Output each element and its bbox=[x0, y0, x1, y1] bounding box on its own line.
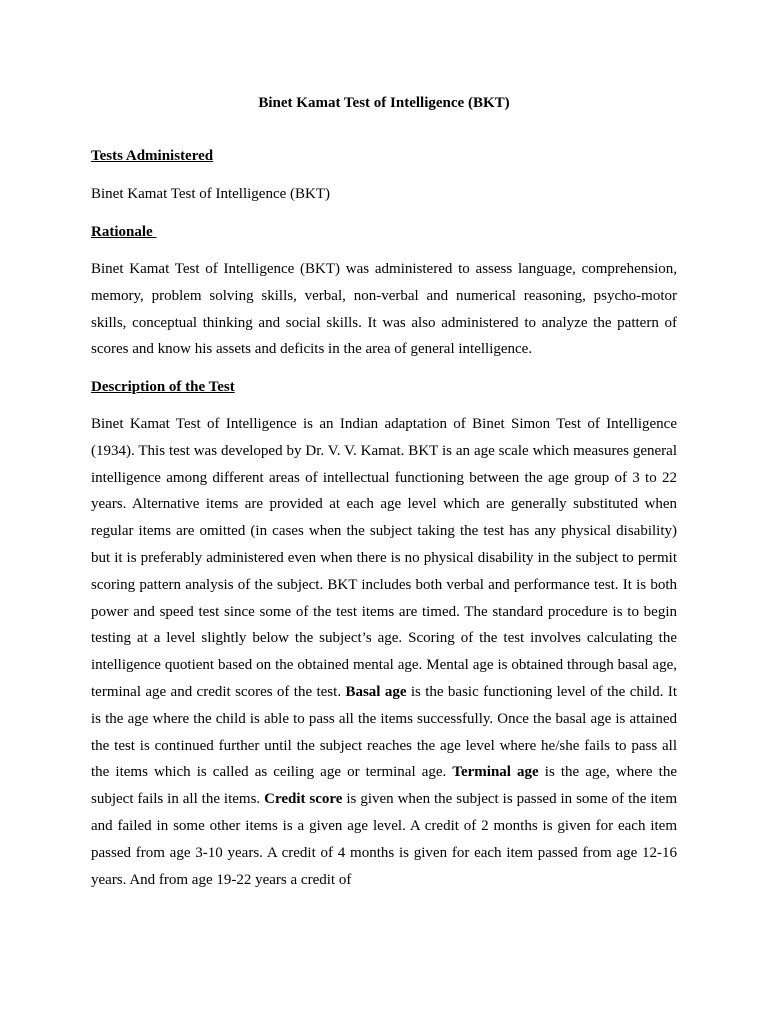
heading-tests-administered: Tests Administered bbox=[91, 148, 214, 164]
document-title: Binet Kamat Test of Intelligence (BKT) bbox=[258, 95, 510, 111]
term-credit-score: Credit score bbox=[264, 791, 343, 808]
term-basal-age: Basal age bbox=[345, 683, 407, 700]
description-text-4: is given when the subject is passed in some of the item and failed in some other items is a given age level. A credit of 2 months is given for each item passed from age 3-10 years. A credit of 4 months is given for each item passed from age 12-16 years. And from age 19-22 years a credit of bbox=[91, 791, 678, 888]
description-text-3: is the age, where the subject fails in all the items. bbox=[91, 764, 677, 808]
rationale-paragraph: Binet Kamat Test of Intelligence (BKT) was administered to assess language, comprehension, memory, problem solving skills, verbal, non-verbal and numerical reasoning, psycho-motor skills, conceptual thinking and social skills. It was also administered to analyze the pattern of scores and know his assets and deficits in the area of general intelligence. bbox=[91, 261, 677, 358]
description-paragraph bbox=[91, 411, 677, 893]
heading-description: Description of the Test bbox=[91, 379, 235, 395]
term-terminal-age: Terminal age bbox=[452, 764, 539, 781]
tests-administered-text: Binet Kamat Test of Intelligence (BKT) bbox=[91, 186, 331, 202]
heading-rationale: Rationale bbox=[91, 224, 157, 240]
description-text-2: is the basic functioning level of the child. It is the age where the child is able to pass all the items successfully. Once the basal age is attained the test is continued further until the subject reaches the age level where he/she fails to pass all the items which is called as ceiling age or terminal age. bbox=[91, 683, 677, 781]
description-text-1: Binet Kamat Test of Intelligence is an Indian adaptation of Binet Simon Test of Intelligence (1934). This test was developed by Dr. V. V. Kamat. BKT is an age scale which measures general intelligence among different areas of intellectual functioning between the age group of 3 to 22 years. Alternative items are provided at each age level which are generally substituted when regular items are omitted (in cases when the subject taking the test has any physical disability) but it is preferably administered even when there is no physical disability in the subject to permit scoring pattern analysis of the subject. BKT includes both verbal and performance test. It is both power and speed test since some of the test items are timed. The standard procedure is to begin testing at a level slightly below the subject’s age. Scoring of the test involves calculating the intelligence quotient based on the obtained mental age. Mental age is obtained through basal age, terminal age and credit scores of the test. bbox=[91, 416, 677, 700]
